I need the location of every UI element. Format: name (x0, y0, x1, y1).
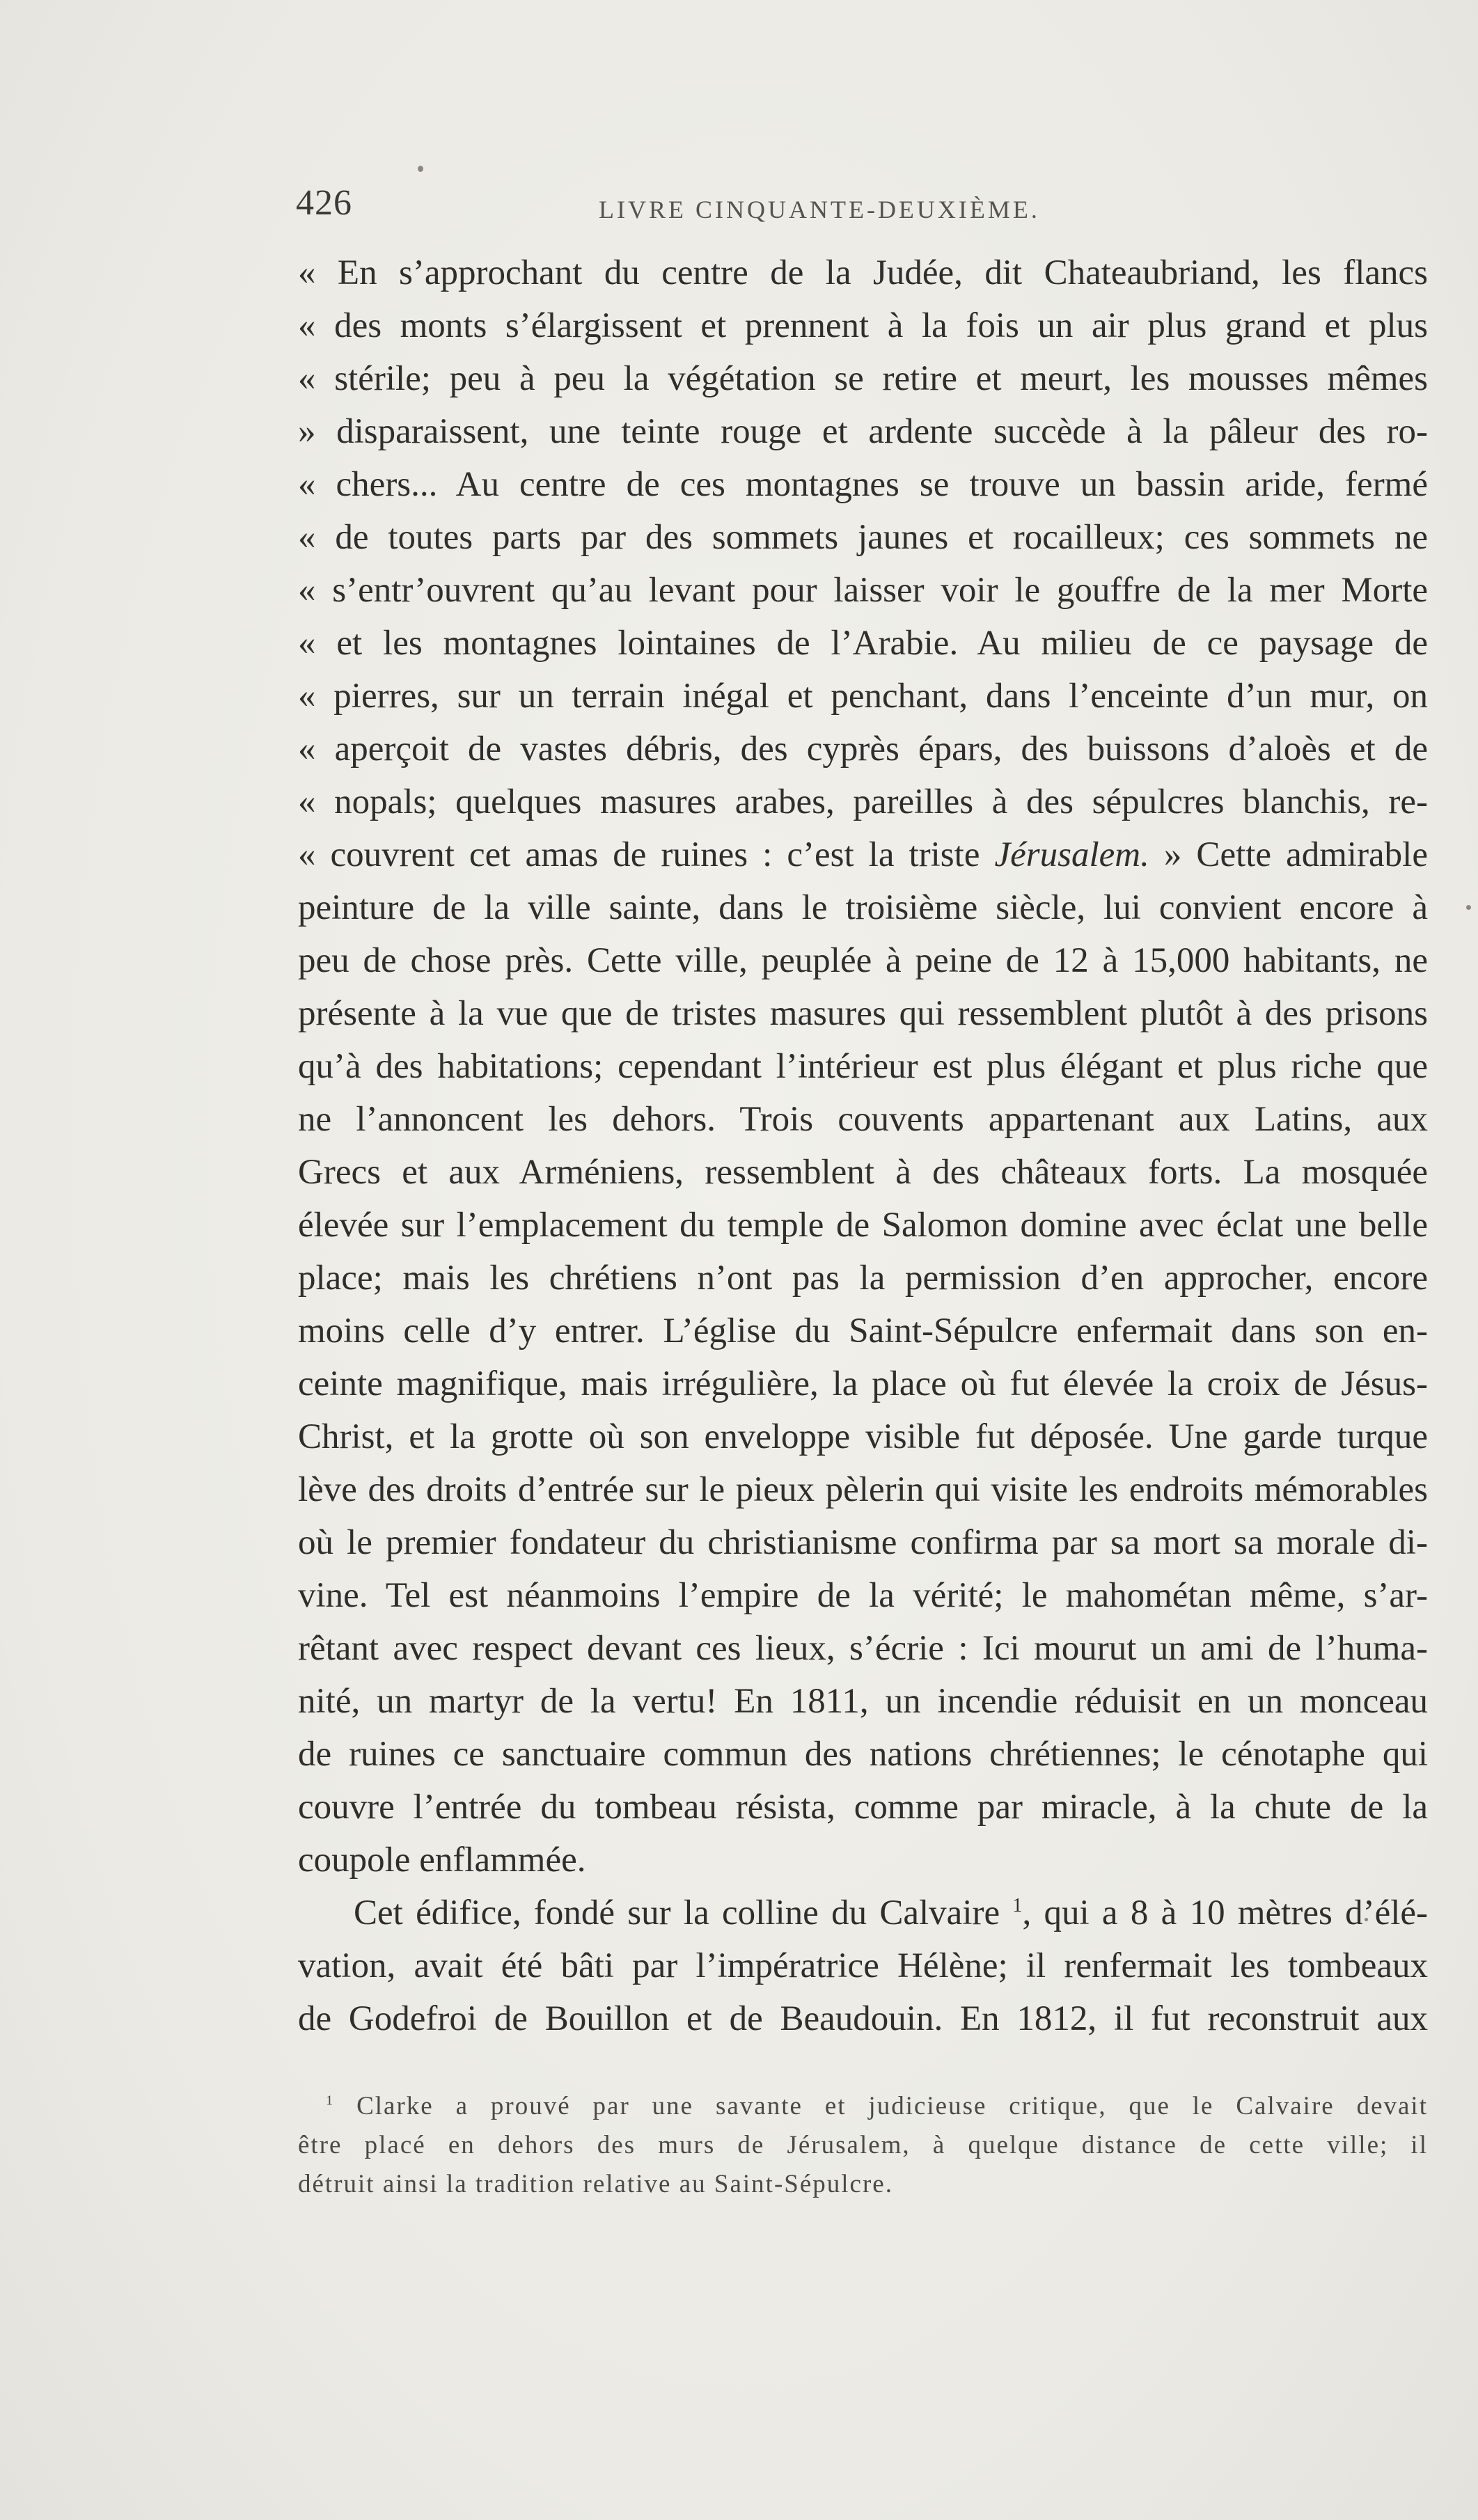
text-line: couvre l’entrée du tombeau résista, comme par miracle, à la chute de la (298, 1788, 1428, 1827)
text-line: Christ, et la grotte où son enveloppe visible fut déposée. Une garde turque (298, 1417, 1428, 1456)
text-line: de Godefroi de Bouillon et de Beaudouin. En 1812, il fut reconstruit aux (298, 1999, 1428, 2038)
text-line: « pierres, sur un terrain inégal et penchant, dans l’enceinte d’un mur, on (298, 677, 1428, 716)
text-line (298, 1888, 1428, 1938)
text-line: « stérile; peu à peu la végétation se retire et meurt, les mousses mêmes (298, 359, 1428, 398)
page-header (296, 182, 1424, 231)
text-line: « chers... Au centre de ces montagnes se trouve un bassin aride, fermé (298, 465, 1428, 504)
text-line: nité, un martyr de la vertu! En 1811, un incendie réduisit en un monceau (298, 1682, 1428, 1721)
footnote-line: être placé en dehors des murs de Jérusalem, à quelque distance de cette ville; il (298, 2131, 1428, 2159)
text-line: vine. Tel est néanmoins l’empire de la vérité; le mahométan même, s’ar- (298, 1576, 1428, 1615)
text-line: qu’à des habitations; cependant l’intérieur est plus élégant et plus riche que (298, 1047, 1428, 1086)
emphasis-jerusalem: Jérusalem. (994, 835, 1149, 874)
ink-speck (1466, 905, 1471, 910)
text-line: élevée sur l’emplacement du temple de Salomon domine avec éclat une belle (298, 1206, 1428, 1245)
footnote-line (298, 2088, 1428, 2125)
text-line: peinture de la ville sainte, dans le troisième siècle, lui convient encore à (298, 888, 1428, 927)
text-run: Clarke a prouvé par une savante et judicieuse critique, que le Calvaire devait (334, 2092, 1428, 2120)
text-line: moins celle d’y entrer. L’église du Saint-Sépulcre enfermait dans son en- (298, 1312, 1428, 1350)
ink-speck (418, 166, 423, 172)
text-line: » disparaissent, une teinte rouge et ardente succède à la pâleur des ro- (298, 412, 1428, 451)
text-line: ne l’annoncent les dehors. Trois couvents appartenant aux Latins, aux (298, 1100, 1428, 1139)
footnote-line: détruit ainsi la tradition relative au Saint-Sépulcre. (298, 2170, 893, 2198)
running-head: LIVRE CINQUANTE-DEUXIÈME. (599, 196, 1040, 223)
text-line: Grecs et aux Arméniens, ressemblent à des châteaux forts. La mosquée (298, 1153, 1428, 1192)
text-line: lève des droits d’entrée sur le pieux pèlerin qui visite les endroits mémorables (298, 1470, 1428, 1509)
text-line: de ruines ce sanctuaire commun des nations chrétiennes; le cénotaphe qui (298, 1735, 1428, 1774)
text-line: rêtant avec respect devant ces lieux, s’écrie : Ici mourut un ami de l’huma- (298, 1629, 1428, 1668)
text-line: place; mais les chrétiens n’ont pas la permission d’en approcher, encore (298, 1259, 1428, 1298)
text-line: « des monts s’élargissent et prennent à la fois un air plus grand et plus (298, 306, 1428, 345)
text-run: Cet édifice, fondé sur la colline du Calvaire (354, 1893, 1013, 1932)
text-line: « En s’approchant du centre de la Judée, dit Chateaubriand, les flancs (298, 253, 1428, 292)
text-run: , qui a 8 à 10 mètres d’élé- (1022, 1893, 1428, 1932)
text-line: « et les montagnes lointaines de l’Arabie. Au milieu de ce paysage de (298, 624, 1428, 663)
text-run: » Cette admirable (1149, 835, 1428, 874)
text-line: ceinte magnifique, mais irrégulière, la place où fut élevée la croix de Jésus- (298, 1364, 1428, 1403)
text-line: présente à la vue que de tristes masures qui ressemblent plutôt à des prisons (298, 994, 1428, 1033)
text-line: coupole enflammée. (298, 1841, 586, 1880)
footnote-marker: 1 (326, 2093, 335, 2109)
text-line: « s’entr’ouvrent qu’au levant pour laisser voir le gouffre de la mer Morte (298, 571, 1428, 610)
footnote-reference[interactable]: 1 (1012, 1895, 1023, 1916)
text-line: vation, avait été bâti par l’impératrice Hélène; il renfermait les tombeaux (298, 1946, 1428, 1985)
text-line (298, 830, 1428, 880)
text-line: « nopals; quelques masures arabes, pareilles à des sépulcres blanchis, re- (298, 782, 1428, 821)
page-number: 426 (296, 183, 352, 223)
text-line: où le premier fondateur du christianisme confirma par sa mort sa morale di- (298, 1523, 1428, 1562)
text-run: « couvrent cet amas de ruines : c’est la triste (298, 835, 995, 874)
text-line: peu de chose près. Cette ville, peuplée à peine de 12 à 15,000 habitants, ne (298, 941, 1428, 980)
text-line: « de toutes parts par des sommets jaunes et rocailleux; ces sommets ne (298, 518, 1428, 557)
text-line: « aperçoit de vastes débris, des cyprès épars, des buissons d’aloès et de (298, 730, 1428, 769)
